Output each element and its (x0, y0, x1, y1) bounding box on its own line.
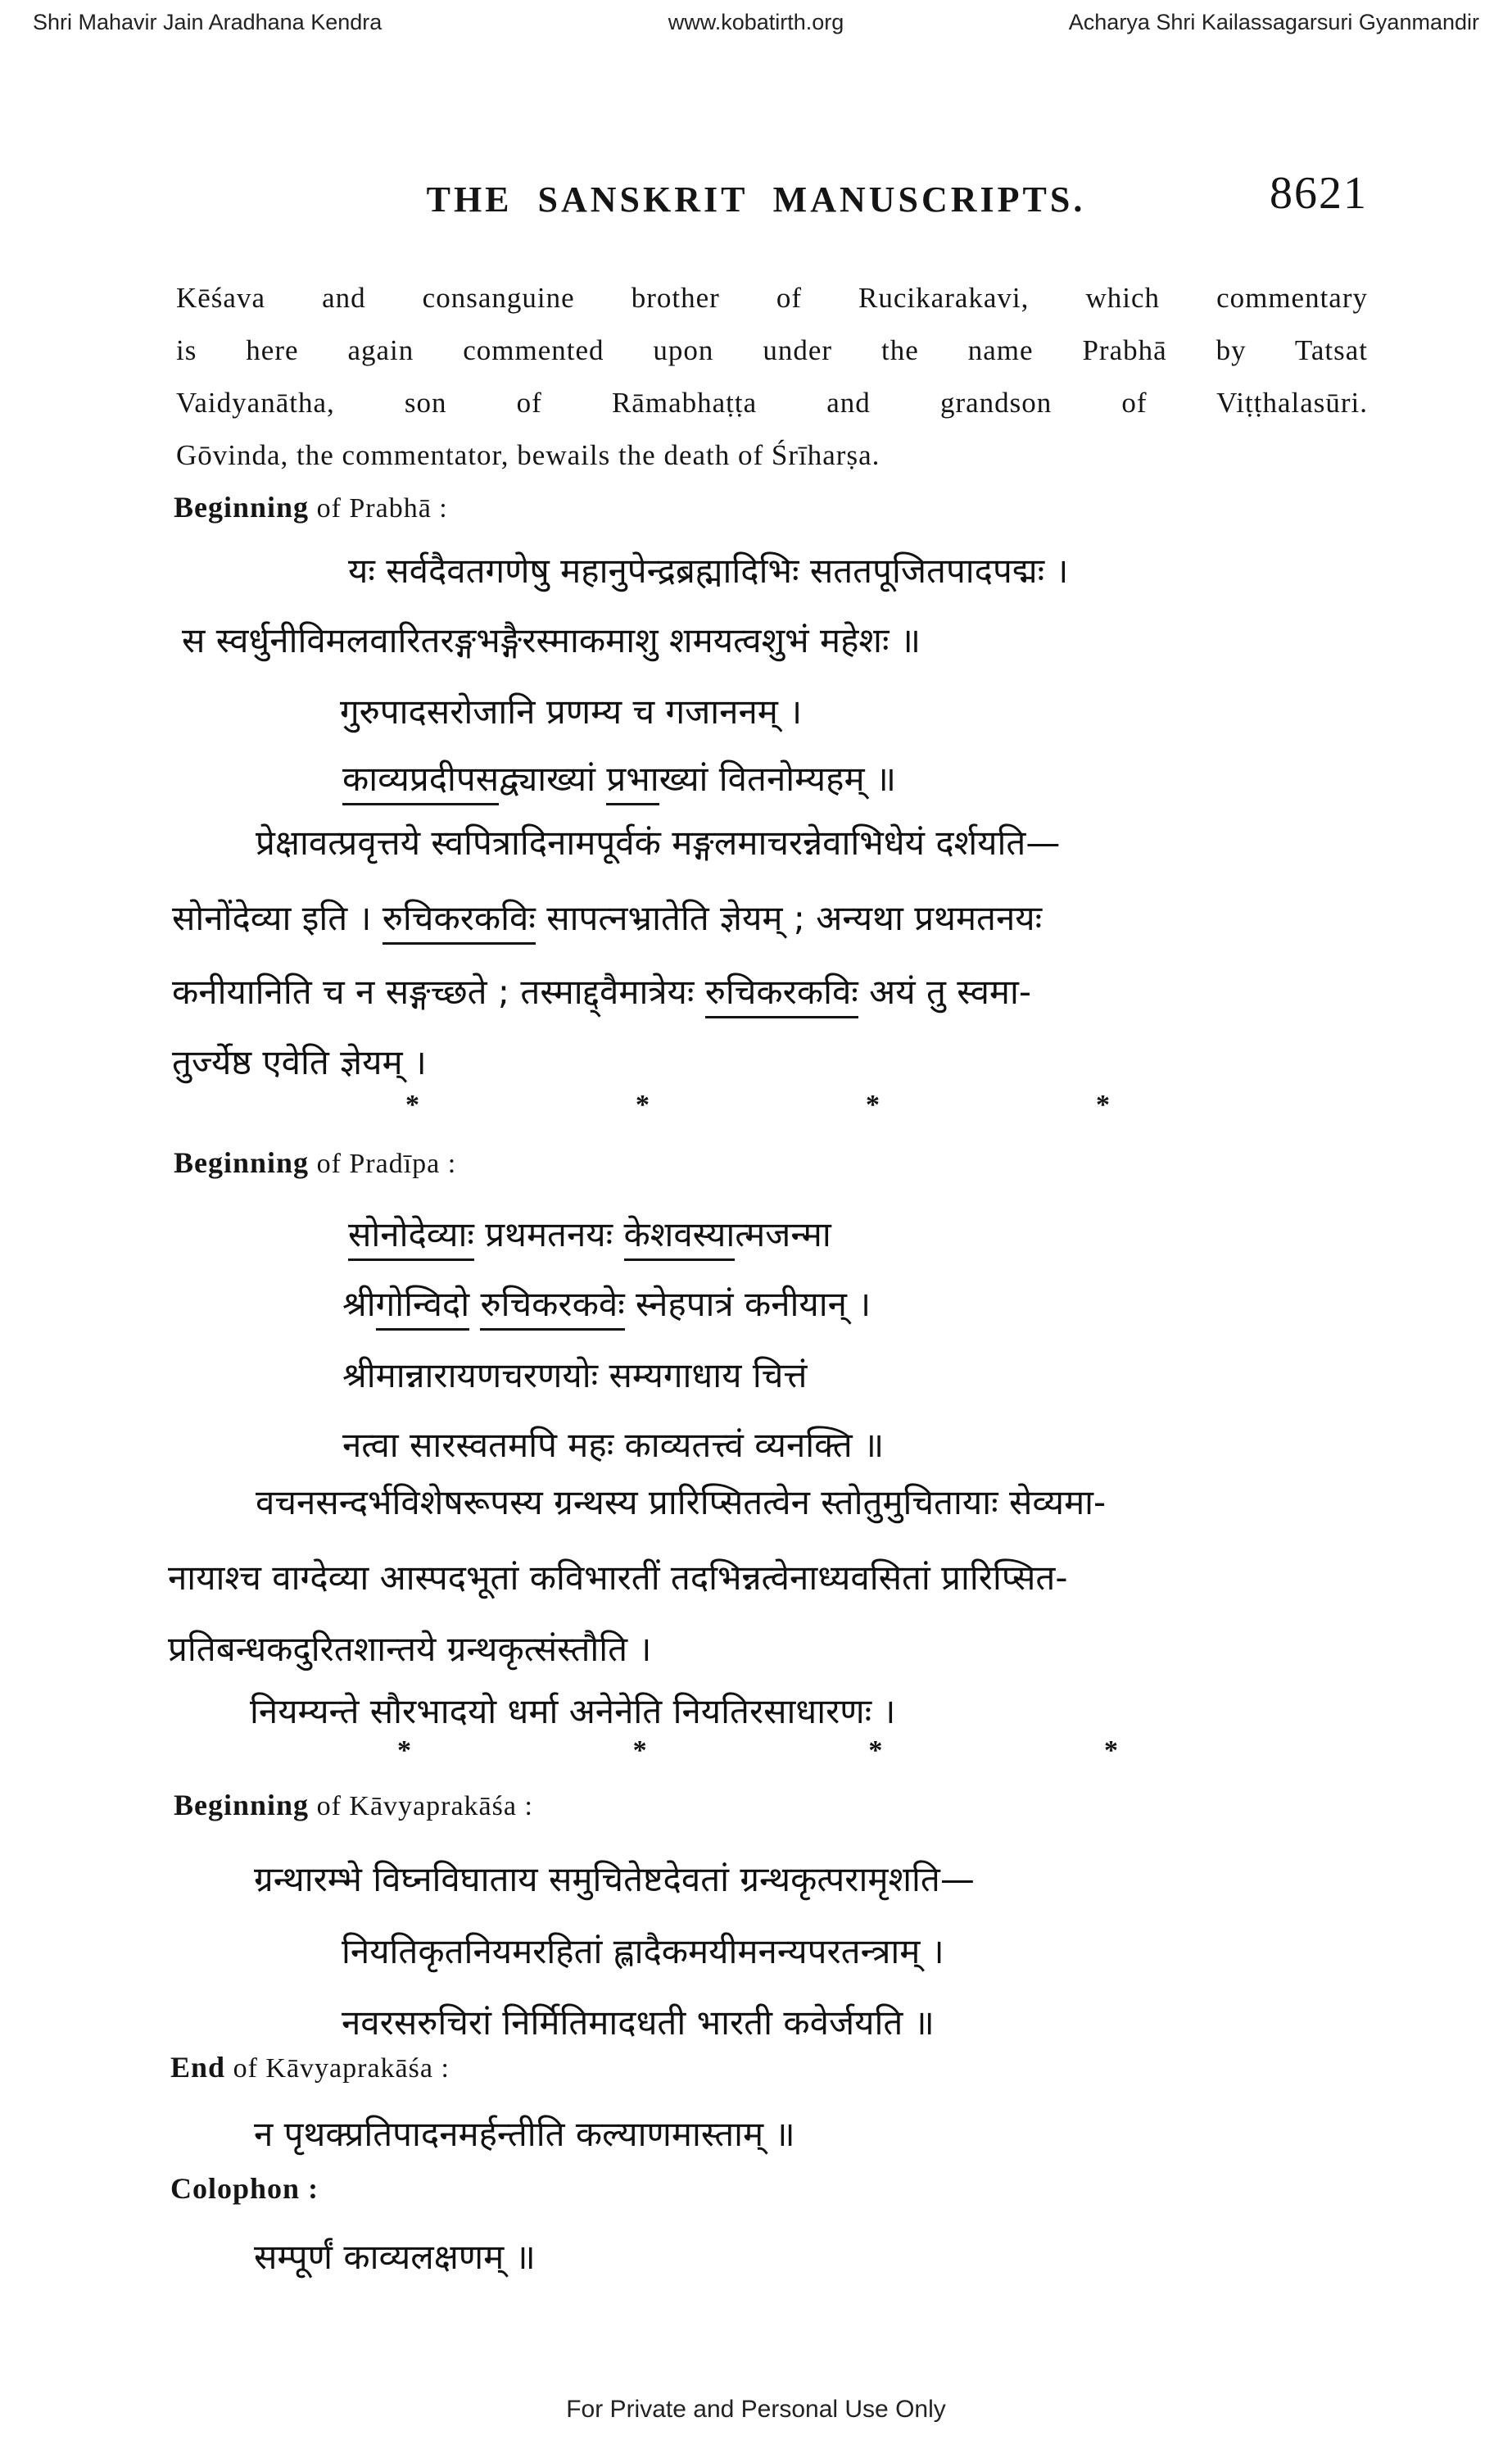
sanskrit-prose-line: प्रतिबन्धकदुरितशान्तये ग्रन्थकृत्संस्तौति । (168, 1629, 652, 1669)
verse-segment: ख्यां वितनोम्यहम् ॥ (659, 759, 897, 799)
heading-bold: Beginning (174, 491, 310, 524)
scan-header-center: www.kobatirth.org (668, 10, 844, 34)
asterisk: * (397, 1735, 411, 1766)
page-number: 8621 (1270, 168, 1368, 219)
sanskrit-verse-line: नत्वा सारस्वतमपि महः काव्यतत्त्वं व्यनक्ति ॥ (342, 1425, 885, 1465)
sanskrit-verse-line: स स्वर्धुनीविमलवारितरङ्गभङ्गैरस्माकमाशु शमयत्वशुभं महेशः ॥ (182, 620, 921, 660)
underlined-term: गोन्विदो (376, 1284, 470, 1331)
sanskrit-prose-line: सम्पूर्णं काव्यलक्षणम् ॥ (254, 2237, 536, 2277)
sanskrit-prose-line: नायाश्च वाग्देव्या आस्पदभूतां कविभारतीं तदभिन्नत्वेनाध्यवसितां प्रारिप्सित- (168, 1558, 1068, 1598)
prose-segment: सोनोंदेव्या इति । (172, 898, 383, 938)
heading-rest: of Kāvyaprakāśa : (225, 2053, 450, 2084)
sanskrit-prose-line (172, 968, 1031, 1016)
sanskrit-verse-line: गुरुपादसरोजानि प्रणम्य च गजाननम् । (340, 692, 803, 732)
asterisk: * (636, 1090, 650, 1120)
asterisk: * (866, 1090, 880, 1120)
scan-header-left: Shri Mahavir Jain Aradhana Kendra (33, 10, 383, 34)
underlined-term: सोनोदेव्याः (348, 1214, 474, 1261)
underlined-term: काव्यप्रदीपस (342, 759, 499, 805)
asterisk: * (632, 1735, 647, 1766)
scan-footer: For Private and Personal Use Only (566, 2396, 946, 2423)
underlined-term: प्रभा (606, 759, 659, 805)
underlined-term: केशवस्या (624, 1214, 736, 1261)
verse-segment (469, 1284, 480, 1324)
asterisk-separator (405, 1090, 1110, 1121)
prose-segment: सापत्नभ्रातेति ज्ञेयम् ; अन्यथा प्रथमतनयः (535, 898, 1043, 938)
heading-bold: End (170, 2051, 226, 2084)
asterisk-separator (397, 1735, 1118, 1766)
scan-header-right: Acharya Shri Kailassagarsuri Gyanmandir (1068, 10, 1479, 34)
sanskrit-verse-line (342, 755, 896, 803)
sanskrit-verse-line: श्रीमान्नारायणचरणयोः सम्यगाधाय चित्तं (342, 1355, 808, 1395)
sanskrit-prose-line: ग्रन्थारम्भे विघ्नविघाताय समुचितेष्टदेवतां ग्रन्थकृत्परामृशति— (254, 1859, 975, 1899)
sanskrit-prose-line: तुर्ज्येष्ठ एवेति ज्ञेयम् । (172, 1042, 427, 1082)
heading-beginning-prabha (174, 490, 448, 524)
asterisk: * (405, 1090, 419, 1120)
sanskrit-prose-line: वचनसन्दर्भविशेषरूपस्य ग्रन्थस्य प्रारिप्सितत्वेन स्तोतुमुचितायाः सेव्यमा- (256, 1482, 1107, 1522)
heading-bold: Colophon : (170, 2172, 319, 2205)
verse-segment: त्मजन्मा (735, 1214, 831, 1254)
asterisk: * (1103, 1735, 1118, 1766)
sanskrit-prose-line (172, 895, 1042, 942)
page-title: THE SANSKRIT MANUSCRIPTS. (426, 179, 1086, 220)
sanskrit-verse-line: यः सर्वदैवतगणेषु महानुपेन्द्रब्रह्मादिभिः सततपूजितपादपद्मः । (348, 551, 1069, 591)
scan-header (33, 10, 1479, 35)
sanskrit-verse-line: नियतिकृतनियमरहितां ह्लादैकमयीमनन्यपरतन्त्राम् । (342, 1931, 944, 1971)
heading-end-kavyaprakasha (170, 2050, 450, 2084)
underlined-term: रुचिकरकविः (705, 972, 858, 1018)
verse-segment: स्नेहपात्रं कनीयान् । (624, 1284, 871, 1324)
prose-segment: कनीयानिति च न सङ्गच्छते ; तस्माद्द्वैमात्रेयः (172, 972, 705, 1012)
sanskrit-verse-line: नवरसरुचिरां निर्मितिमादधती भारती कवेर्जयति ॥ (342, 2002, 935, 2043)
sanskrit-prose-line: प्रेक्षावत्प्रवृत्तये स्वपित्रादिनामपूर्वकं मङ्गलमाचरन्नेवाभिधेयं दर्शयति— (256, 823, 1061, 863)
intro-line: is here again commented upon under the name Prabhā by Tatsat (176, 334, 1368, 366)
verse-segment: श्री (342, 1284, 376, 1324)
heading-bold: Beginning (174, 1146, 310, 1179)
intro-line: Gōvinda, the commentator, bewails the death of Śrīharṣa. (176, 439, 880, 471)
heading-rest: of Kāvyaprakāśa : (309, 1791, 533, 1821)
sanskrit-verse-line (348, 1211, 831, 1258)
sanskrit-verse-line (342, 1281, 871, 1328)
asterisk: * (868, 1735, 883, 1766)
heading-bold: Beginning (174, 1789, 310, 1821)
verse-segment: द्व्याख्यां (499, 759, 607, 799)
prose-segment: अयं तु स्वमा- (858, 972, 1032, 1012)
asterisk: * (1096, 1090, 1110, 1120)
heading-beginning-pradipa (174, 1145, 456, 1180)
underlined-term: रुचिकरकविः (383, 898, 536, 945)
heading-colophon (170, 2171, 319, 2206)
heading-rest: of Pradīpa : (309, 1149, 457, 1179)
intro-line: Kēśava and consanguine brother of Rucikarakavi, which commentary (176, 282, 1368, 314)
heading-rest: of Prabhā : (309, 493, 448, 524)
intro-line: Vaidyanātha, son of Rāmabhaṭṭa and grandson of Viṭṭhalasūri. (176, 387, 1368, 419)
sanskrit-prose-line: न पृथक्प्रतिपादनमर्हन्तीति कल्याणमास्ताम् ॥ (254, 2114, 795, 2154)
underlined-term: रुचिकरकवेः (480, 1284, 624, 1331)
heading-beginning-kavyaprakasha (174, 1788, 533, 1822)
verse-segment: प्रथमतनयः (473, 1214, 624, 1254)
sanskrit-prose-line: नियम्यन्ते सौरभादयो धर्मा अनेनेति नियतिरसाधारणः । (250, 1691, 896, 1731)
intro-paragraph (176, 272, 1368, 482)
